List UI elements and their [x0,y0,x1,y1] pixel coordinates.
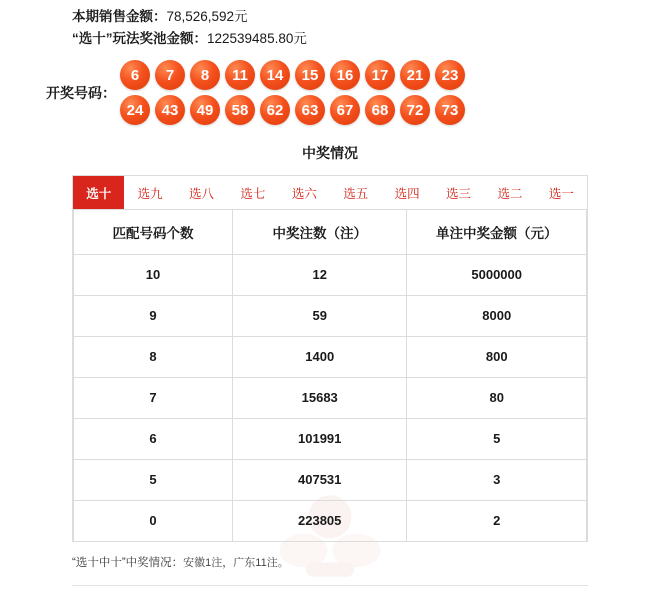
cell-matched: 7 [74,377,233,418]
cell-prize: 8000 [407,295,587,336]
table-row [74,459,587,500]
column-header-winners: 中奖注数（注） [233,210,407,254]
cell-winners: 15683 [233,377,407,418]
tab-xuan-liu[interactable]: 选六 [291,186,317,201]
table-row [74,336,587,377]
tab-xuan-si[interactable]: 选四 [394,186,420,201]
bottom-divider [72,585,588,586]
table-row [74,500,587,541]
tab-xuan-qi[interactable]: 选七 [240,186,266,201]
cell-matched: 0 [74,500,233,541]
tab-xuan-jiu[interactable]: 选九 [137,186,163,201]
number-ball: 68 [365,95,395,125]
cell-prize: 5000000 [407,254,587,295]
table-row [74,295,587,336]
cell-matched: 9 [74,295,233,336]
tab-xuan-ba[interactable]: 选八 [189,186,215,201]
pool-amount-line [72,28,660,50]
cell-prize: 3 [407,459,587,500]
sales-amount-value: 78,526,592元 [166,9,248,24]
prize-table [73,210,587,542]
table-row [74,377,587,418]
number-ball: 43 [155,95,185,125]
cell-winners: 59 [233,295,407,336]
footnote [72,554,588,570]
cell-matched: 10 [74,254,233,295]
table-row [74,254,587,295]
cell-prize: 2 [407,500,587,541]
footnote-prefix: “选十中十” [72,556,126,569]
sales-amount-line [72,6,660,28]
tab-xuan-yi[interactable]: 选一 [548,186,574,201]
section-title: 中奖情况 [302,145,358,161]
number-ball: 67 [330,95,360,125]
number-ball: 49 [190,95,220,125]
number-ball: 16 [330,60,360,90]
pool-amount-value: 122539485.80元 [207,31,307,46]
sales-amount-label: 本期销售金额： [72,9,167,24]
header-info [0,0,660,50]
table-row [74,418,587,459]
cell-winners: 223805 [233,500,407,541]
cell-winners: 407531 [233,459,407,500]
number-ball: 73 [435,95,465,125]
footnote-text: 中奖情况： [125,556,184,569]
tab-xuan-er[interactable]: 选二 [497,186,523,201]
cell-prize: 80 [407,377,587,418]
number-ball: 6 [120,60,150,90]
cell-matched: 8 [74,336,233,377]
number-ball: 8 [190,60,220,90]
number-ball: 17 [365,60,395,90]
column-header-prize: 单注中奖金额（元） [407,210,587,254]
cell-matched: 6 [74,418,233,459]
number-ball: 15 [295,60,325,90]
playtype-tabs[interactable] [73,176,587,210]
pool-amount-label: “选十”玩法奖池金额： [72,31,207,46]
cell-winners: 12 [233,254,407,295]
cell-matched: 5 [74,459,233,500]
draw-numbers-row-2 [120,95,465,125]
draw-numbers-row-1 [120,60,465,90]
number-ball: 23 [435,60,465,90]
tab-xuan-san[interactable]: 选三 [446,186,472,201]
number-ball: 58 [225,95,255,125]
number-ball: 62 [260,95,290,125]
table-header-row [74,210,587,254]
number-ball: 72 [400,95,430,125]
cell-prize: 800 [407,336,587,377]
prize-panel [72,175,588,542]
number-ball: 63 [295,95,325,125]
number-ball: 7 [155,60,185,90]
footnote-detail: 安徽1注，广东11注。 [183,556,289,569]
column-header-matched: 匹配号码个数 [74,210,233,254]
cell-winners: 101991 [233,418,407,459]
number-ball: 24 [120,95,150,125]
draw-numbers-block [0,60,660,125]
draw-numbers-balls [120,60,465,125]
cell-winners: 1400 [233,336,407,377]
number-ball: 11 [225,60,255,90]
number-ball: 14 [260,60,290,90]
cell-prize: 5 [407,418,587,459]
number-ball: 21 [400,60,430,90]
draw-numbers-label: 开奖号码： [46,84,116,101]
tab-xuan-wu[interactable]: 选五 [343,186,369,201]
tab-xuan-shi[interactable]: 选十 [73,176,124,209]
